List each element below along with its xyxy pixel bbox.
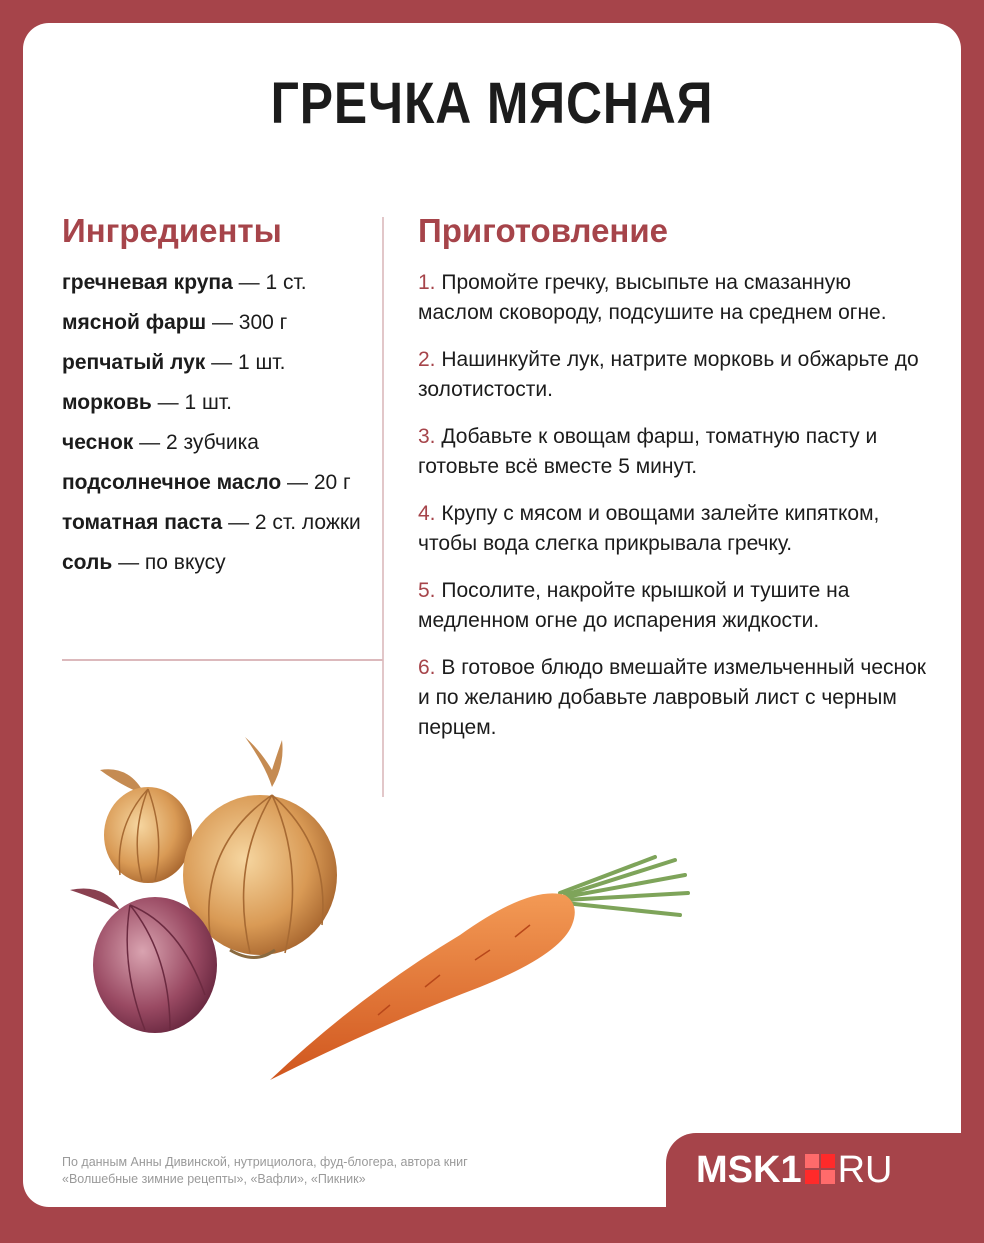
step-number: 5.: [418, 579, 436, 602]
ingredient-name: морковь: [62, 391, 152, 414]
step-number: 1.: [418, 271, 436, 294]
step-number: 2.: [418, 348, 436, 371]
step-number: 6.: [418, 656, 436, 679]
page-title: ГРЕЧКА МЯСНАЯ: [270, 71, 714, 136]
step-text: Промойте гречку, высыпьте на смазанную маслом сковороду, подсушите на среднем огне.: [418, 271, 887, 324]
ingredient-item: [62, 468, 362, 497]
ingredient-amount: — 1 шт.: [151, 391, 232, 414]
ingredients-heading: Ингредиенты: [62, 212, 282, 249]
step-item: [418, 576, 928, 636]
step-item: [418, 345, 928, 405]
step-text: Добавьте к овощам фарш, томатную пасту и готовьте всё вместе 5 минут.: [418, 425, 878, 478]
ingredient-amount: — 2 зубчика: [133, 431, 259, 454]
ingredients-list: [62, 268, 362, 588]
ingredient-item: [62, 508, 362, 537]
source-line: По данным Анны Дивинской, нутрициолога, фуд-блогера, автора книг: [62, 1155, 468, 1169]
small-onion-icon: [100, 769, 192, 883]
ingredient-item: [62, 388, 362, 417]
ingredient-amount: — по вкусу: [112, 551, 226, 574]
ingredient-name: гречневая крупа: [62, 271, 233, 294]
ingredient-item: [62, 428, 362, 457]
ingredient-amount: — 20 г: [281, 471, 351, 494]
ingredient-item: [62, 348, 362, 377]
logo-squares-icon: [805, 1154, 835, 1184]
ingredient-name: томатная паста: [62, 511, 223, 534]
step-item: [418, 422, 928, 482]
step-item: [418, 499, 928, 559]
ingredients-divider: [62, 659, 383, 661]
step-number: 3.: [418, 425, 436, 448]
msk1-logo[interactable]: [696, 1149, 892, 1192]
ingredient-amount: — 300 г: [206, 311, 288, 334]
ingredient-name: чеснок: [62, 431, 134, 454]
step-item: [418, 268, 928, 328]
ingredient-name: соль: [62, 551, 113, 574]
source-line: «Волшебные зимние рецепты», «Вафли», «Пикник»: [62, 1172, 366, 1186]
onion-icon: [183, 737, 337, 958]
preparation-steps: [418, 268, 928, 760]
column-divider: [382, 217, 384, 797]
ingredient-amount: — 1 шт.: [205, 351, 286, 374]
step-text: Нашинкуйте лук, натрите морковь и обжарьте до золотистости.: [418, 348, 919, 401]
ingredient-name: репчатый лук: [62, 351, 206, 374]
step-text: Крупу с мясом и овощами залейте кипятком, чтобы вода слегка прикрывала гречку.: [418, 502, 880, 555]
ingredient-item: [62, 268, 362, 297]
preparation-heading: Приготовление: [418, 212, 668, 249]
ingredient-amount: — 1 ст.: [232, 271, 307, 294]
step-number: 4.: [418, 502, 436, 525]
step-text: Посолите, накройте крышкой и тушите на медленном огне до испарения жидкости.: [418, 579, 850, 632]
step-text: В готовое блюдо вмешайте измельченный чеснок и по желанию добавьте лавровый лист с черным перцем.: [418, 656, 926, 739]
ingredient-item: [62, 308, 362, 337]
ingredient-amount: — 2 ст. ложки: [222, 511, 361, 534]
logo-left-text: MSK1: [696, 1149, 802, 1191]
source-note: [62, 1154, 602, 1188]
ingredient-item: [62, 548, 362, 577]
ingredient-name: подсолнечное масло: [62, 471, 282, 494]
ingredient-name: мясной фарш: [62, 311, 207, 334]
logo-right-text: RU: [837, 1149, 893, 1191]
vegetables-illustration: [60, 725, 700, 1095]
